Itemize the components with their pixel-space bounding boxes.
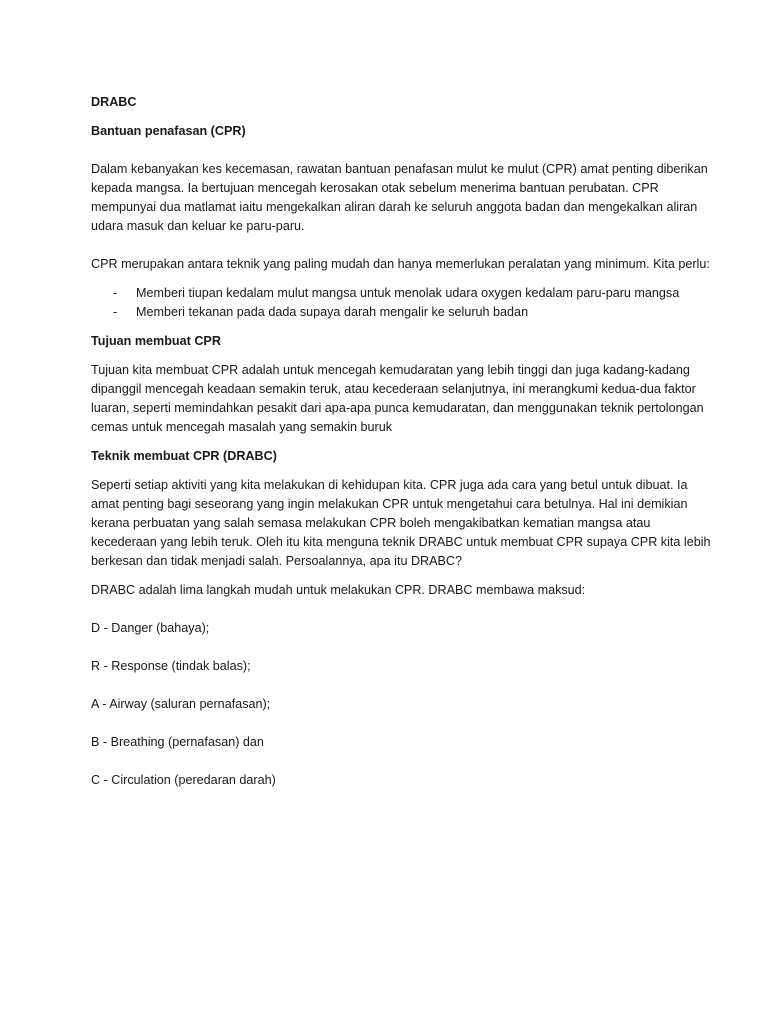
- document-page: [91, 93, 711, 790]
- paragraph-technique-intro: Seperti setiap aktiviti yang kita melakukan di kehidupan kita. CPR juga ada cara yang betul untuk dibuat. Ia amat penting bagi seseorang yang ingin melakukan CPR untuk mengetahui cara betulnya. Hal ini demikian kerana perbuatan yang salah semasa melakukan CPR boleh mengakibatkan kematian mangsa atau kecederaan yang lebih teruk. Oleh itu kita menguna teknik DRABC untuk membuat CPR supaya CPR kita lebih berkesan dan tidak menjadi salah. Persoalannya, apa itu DRABC?: [91, 478, 711, 568]
- drabc-item-airway: A - Airway (saluran pernafasan);: [91, 697, 271, 711]
- paragraph-drabc-meaning: DRABC adalah lima langkah mudah untuk melakukan CPR. DRABC membawa maksud:: [91, 583, 586, 597]
- list-item: [91, 284, 711, 303]
- bullet-list: [91, 284, 711, 322]
- list-item: [91, 303, 711, 322]
- paragraph-cpr-intro: Dalam kebanyakan kes kecemasan, rawatan bantuan penafasan mulut ke mulut (CPR) amat penting diberikan kepada mangsa. Ia bertujuan mencegah kerosakan otak sebelum menerima bantuan perubatan. CPR mempunyai dua matlamat iaitu mengekalkan aliran darah ke seluruh anggota badan dan mengekalkan aliran udara masuk dan keluar ke paru-paru.: [91, 162, 708, 233]
- drabc-item-breathing: B - Breathing (pernafasan) dan: [91, 735, 264, 749]
- paragraph-cpr-technique: CPR merupakan antara teknik yang paling mudah dan hanya memerlukan peralatan yang minimum. Kita perlu:: [91, 257, 710, 271]
- paragraph-purpose: Tujuan kita membuat CPR adalah untuk mencegah kemudaratan yang lebih tinggi dan juga kadang-kadang dipanggil mencegah keadaan semakin teruk, atau kecederaan selanjutnya, ini merangkumi kedua-dua faktor luaran, seperti memindahkan pesakit dari apa-apa punca kemudaratan, dan menggunakan teknik pertolongan cemas untuk mencegah masalah yang semakin buruk: [91, 363, 704, 434]
- section-heading-cpr: Bantuan penafasan (CPR): [91, 124, 246, 138]
- list-item-text: Memberi tekanan pada dada supaya darah mengalir ke seluruh badan: [136, 305, 529, 319]
- document-title: DRABC: [91, 95, 137, 109]
- bullet-dash: -: [113, 286, 118, 300]
- section-heading-purpose: Tujuan membuat CPR: [91, 334, 221, 348]
- drabc-item-response: R - Response (tindak balas);: [91, 659, 251, 673]
- bullet-dash: -: [113, 305, 118, 319]
- drabc-item-circulation: C - Circulation (peredaran darah): [91, 773, 276, 787]
- section-heading-technique: Teknik membuat CPR (DRABC): [91, 449, 277, 463]
- list-item-text: Memberi tiupan kedalam mulut mangsa untuk menolak udara oxygen kedalam paru-paru mangsa: [136, 286, 680, 300]
- drabc-item-danger: D - Danger (bahaya);: [91, 621, 210, 635]
